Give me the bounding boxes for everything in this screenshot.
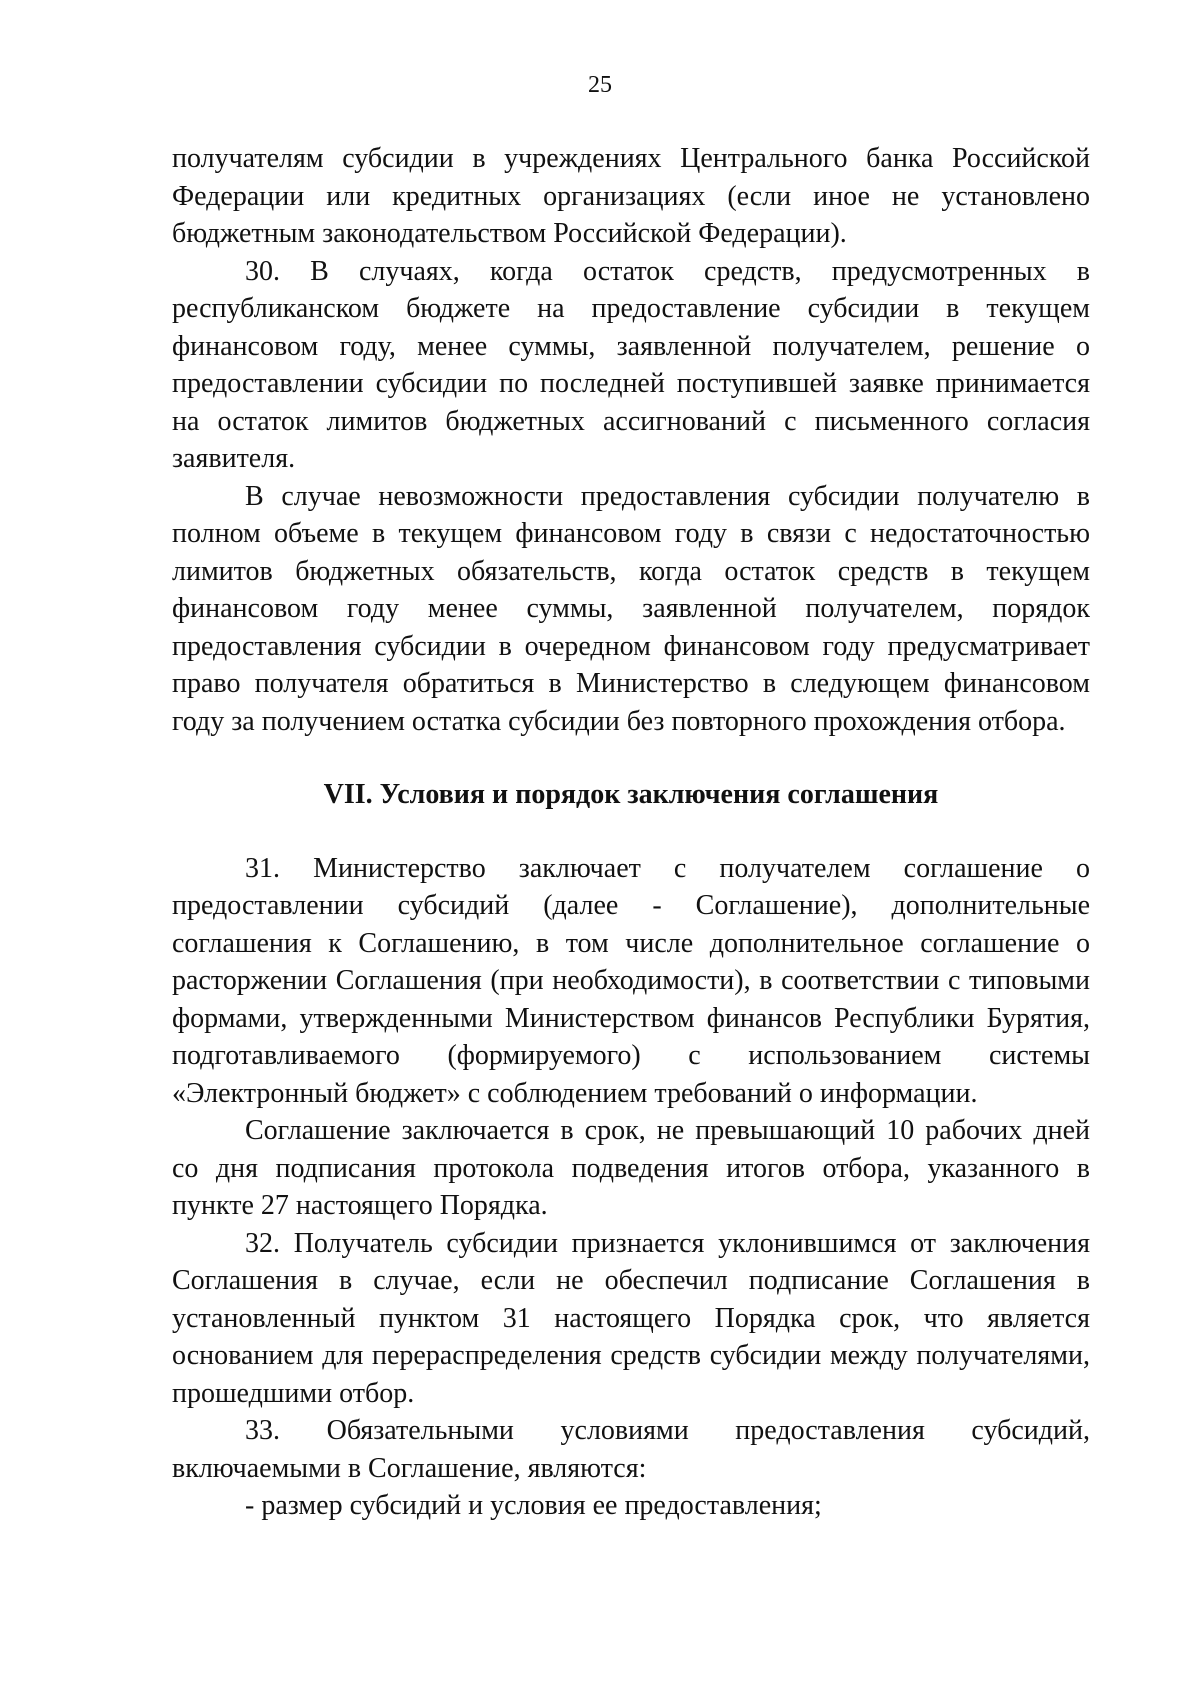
page-number: 25 (588, 72, 612, 98)
paragraph-item-33: 33. Обязательными условиями предоставления субсидий, включаемыми в Соглашение, являются: (172, 1415, 1090, 1484)
paragraph-item-30-insufficient-limits: В случае невозможности предоставления субсидии получателю в полном объеме в текущем финансовом году в связи с недостаточностью лимитов бюджетных обязательств, когда остаток средств в текущем финансовом году менее суммы, заявленной получателем, порядок предоставления субсидии в очередном финансовом году предусматривает право получателя обратиться в Министерство в следующем финансовом году за получением остатка субсидии без повторного прохождения отбора. (172, 480, 1090, 737)
paragraph-continuation: получателям субсидии в учреждениях Центрального банка Российской Федерации или кредитных организациях (если иное не установлено бюджетным законодательством Российской Федерации). (172, 143, 1090, 249)
section-heading: VII. Условия и порядок заключения соглашения (323, 779, 939, 810)
list-item: - размер субсидий и условия ее предоставления; (245, 1490, 822, 1521)
paragraph-item-32: 32. Получатель субсидии признается уклонившимся от заключения Соглашения в случае, если не обеспечил подписание Соглашения в установленный пунктом 31 настоящего Порядка срок, что является основанием для перераспределения средств субсидии между получателями, прошедшими отбор. (172, 1227, 1090, 1409)
paragraph-item-30: 30. В случаях, когда остаток средств, предусмотренных в республиканском бюджете на предоставление субсидии в текущем финансовом году, менее суммы, заявленной получателем, решение о предоставлении субсидии по последней поступившей заявке принимается на остаток лимитов бюджетных ассигнований с письменного согласия заявителя. (172, 255, 1090, 474)
document-body (172, 140, 1090, 1525)
paragraph-agreement-term: Соглашение заключается в срок, не превышающий 10 рабочих дней со дня подписания протокола подведения итогов отбора, указанного в пункте 27 настоящего Порядка. (172, 1115, 1090, 1221)
paragraph-item-31: 31. Министерство заключает с получателем соглашение о предоставлении субсидий (далее - Соглашение), дополнительные соглашения к Соглашению, в том числе дополнительное соглашение о расторжении Соглашения (при необходимости), в соответствии с типовыми формами, утвержденными Министерством финансов Республики Бурятия, подготавливаемого (формируемого) с использованием системы «Электронный бюджет» с соблюдением требований о информации. (172, 852, 1090, 1109)
